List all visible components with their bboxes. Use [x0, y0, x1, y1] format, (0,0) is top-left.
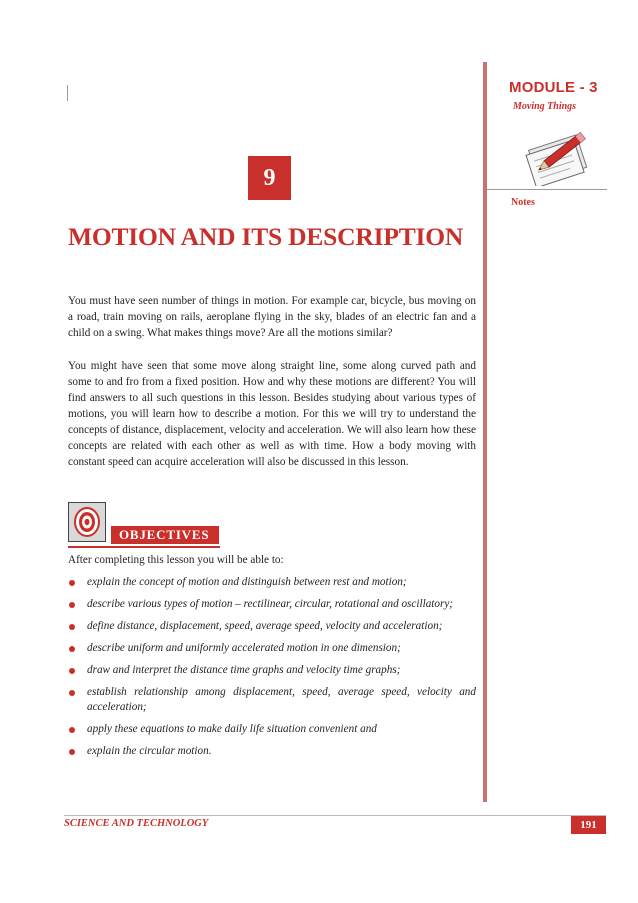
bullet-icon	[69, 646, 75, 652]
objective-item: define distance, displacement, speed, average speed, velocity and acceleration;	[68, 619, 476, 634]
left-margin-mark	[67, 85, 68, 101]
overview-paragraph: You might have seen that some move along straight line, some along curved path and some to and fro from a fixed position. How and why these motions are different? You will find answers to all such questions in this lesson. Besides studying about various types of motions, you will learn how to describe a motion. For this we will try to understand the concepts of distance, displacement, velocity and acceleration. We will also learn how these concepts are related with each other as well as with time. How a body moving with constant speed can acquire acceleration will also be discussed in this lesson.	[68, 360, 476, 468]
bullet-icon	[69, 668, 75, 674]
intro-paragraph: You must have seen number of things in motion. For example car, bicycle, bus moving on a road, train moving on rails, aeroplane flying in the sky, blades of an electric fan and a child on a swing. What makes things move? Are all the motions similar?	[68, 295, 476, 339]
objectives-underline	[68, 546, 220, 548]
module-subtitle: Moving Things	[513, 101, 577, 112]
objective-item: explain the concept of motion and distinguish between rest and motion;	[68, 575, 476, 590]
notes-divider	[487, 189, 607, 190]
margin-divider	[483, 62, 487, 802]
footer-subject: SCIENCE AND TECHNOLOGY	[64, 818, 209, 829]
objective-item: explain the circular motion.	[68, 744, 476, 759]
chapter-title: MOTION AND ITS DESCRIPTION	[68, 222, 464, 251]
module-label: MODULE - 3	[509, 79, 598, 96]
bullet-icon	[69, 690, 75, 696]
bullet-icon	[69, 580, 75, 586]
objective-item: describe uniform and uniformly accelerated motion in one dimension;	[68, 641, 476, 656]
bullet-icon	[69, 602, 75, 608]
bullet-icon	[69, 727, 75, 733]
bullet-icon	[69, 624, 75, 630]
objectives-list	[68, 575, 476, 766]
bullet-icon	[69, 749, 75, 755]
page-number: 191	[571, 816, 606, 834]
objective-item: draw and interpret the distance time graphs and velocity time graphs;	[68, 663, 476, 678]
chapter-number: 9	[248, 156, 291, 200]
notes-label: Notes	[511, 197, 535, 208]
objective-item: establish relationship among displacement, speed, average speed, velocity and acceleration;	[68, 685, 476, 715]
notebook-pencil-icon	[519, 124, 595, 186]
objective-item: apply these equations to make daily life situation convenient and	[68, 722, 476, 737]
target-icon	[68, 502, 106, 542]
objectives-heading: OBJECTIVES	[111, 526, 219, 544]
objective-item: describe various types of motion – rectilinear, circular, rotational and oscillatory;	[68, 597, 476, 612]
footer-divider	[64, 815, 606, 816]
objectives-intro: After completing this lesson you will be able to:	[68, 554, 284, 566]
